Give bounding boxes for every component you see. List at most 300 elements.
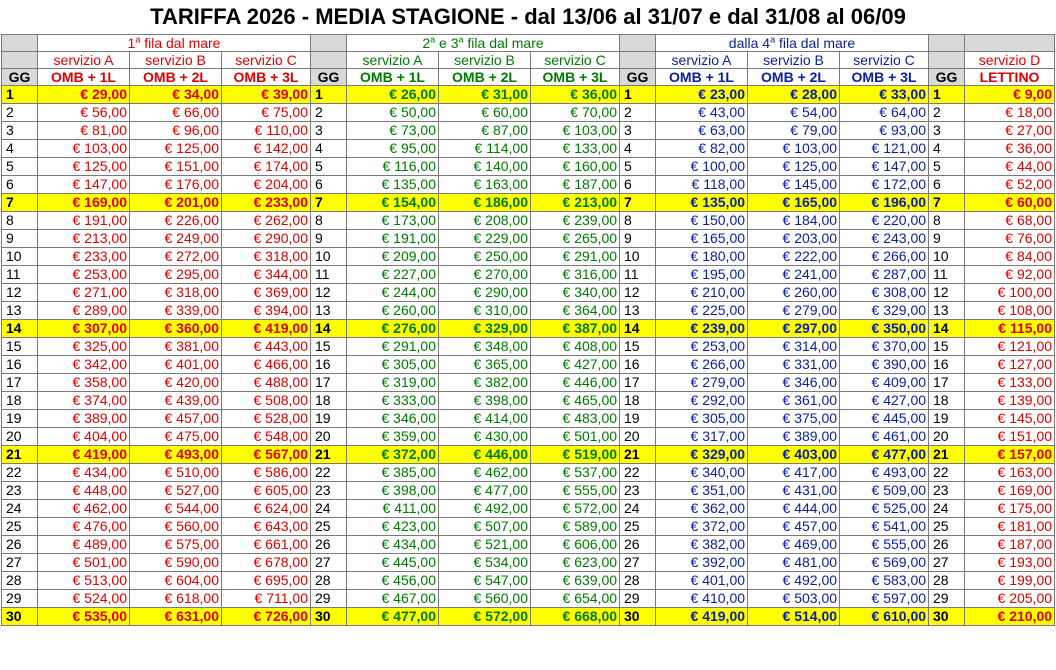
day-cell: 20 — [620, 428, 656, 446]
price-cell: € 507,00 — [439, 518, 531, 536]
price-cell: € 290,00 — [222, 230, 311, 248]
day-cell: 1 — [2, 86, 38, 104]
price-cell: € 110,00 — [222, 122, 311, 140]
price-cell: € 589,00 — [531, 518, 620, 536]
table-row — [2, 518, 1055, 536]
price-cell: € 36,00 — [965, 140, 1055, 158]
price-cell: € 191,00 — [38, 212, 130, 230]
price-cell: € 154,00 — [347, 194, 439, 212]
price-cell: € 524,00 — [38, 590, 130, 608]
price-cell: € 196,00 — [840, 194, 929, 212]
day-cell: 14 — [620, 320, 656, 338]
day-cell: 28 — [620, 572, 656, 590]
price-cell: € 169,00 — [38, 194, 130, 212]
price-cell: € 213,00 — [531, 194, 620, 212]
price-cell: € 239,00 — [531, 212, 620, 230]
day-cell: 21 — [620, 446, 656, 464]
price-cell: € 350,00 — [840, 320, 929, 338]
package-label: OMB + 2L — [130, 69, 222, 86]
day-cell: 12 — [311, 284, 347, 302]
price-cell: € 87,00 — [439, 122, 531, 140]
price-cell: € 241,00 — [748, 266, 840, 284]
price-cell: € 290,00 — [439, 284, 531, 302]
price-cell: € 229,00 — [439, 230, 531, 248]
service-label: servizio C — [840, 52, 929, 69]
price-cell: € 369,00 — [222, 284, 311, 302]
price-cell: € 372,00 — [347, 446, 439, 464]
price-cell: € 333,00 — [347, 392, 439, 410]
price-cell: € 521,00 — [439, 536, 531, 554]
day-cell: 6 — [311, 176, 347, 194]
price-cell: € 95,00 — [347, 140, 439, 158]
day-cell: 7 — [929, 194, 965, 212]
price-cell: € 29,00 — [38, 86, 130, 104]
day-cell: 26 — [2, 536, 38, 554]
price-cell: € 408,00 — [531, 338, 620, 356]
price-cell: € 618,00 — [130, 590, 222, 608]
price-cell: € 249,00 — [130, 230, 222, 248]
day-cell: 2 — [2, 104, 38, 122]
table-row — [2, 284, 1055, 302]
price-cell: € 362,00 — [656, 500, 748, 518]
price-cell: € 606,00 — [531, 536, 620, 554]
price-cell: € 560,00 — [439, 590, 531, 608]
table-row — [2, 230, 1055, 248]
price-cell: € 139,00 — [965, 392, 1055, 410]
day-cell: 8 — [929, 212, 965, 230]
day-cell: 13 — [311, 302, 347, 320]
price-cell: € 39,00 — [222, 86, 311, 104]
day-cell: 10 — [2, 248, 38, 266]
price-cell: € 410,00 — [656, 590, 748, 608]
price-cell: € 60,00 — [439, 104, 531, 122]
table-row — [2, 176, 1055, 194]
day-cell: 11 — [2, 266, 38, 284]
price-cell: € 64,00 — [840, 104, 929, 122]
day-cell: 20 — [2, 428, 38, 446]
day-cell: 17 — [2, 374, 38, 392]
table-row — [2, 320, 1055, 338]
price-cell: € 208,00 — [439, 212, 531, 230]
day-cell: 14 — [2, 320, 38, 338]
price-cell: € 31,00 — [439, 86, 531, 104]
price-cell: € 477,00 — [439, 482, 531, 500]
price-cell: € 461,00 — [840, 428, 929, 446]
day-cell: 1 — [620, 86, 656, 104]
price-cell: € 444,00 — [748, 500, 840, 518]
day-cell: 6 — [620, 176, 656, 194]
price-cell: € 382,00 — [439, 374, 531, 392]
price-cell: € 100,00 — [965, 284, 1055, 302]
price-cell: € 443,00 — [222, 338, 311, 356]
price-cell: € 390,00 — [840, 356, 929, 374]
price-cell: € 115,00 — [965, 320, 1055, 338]
price-cell: € 125,00 — [38, 158, 130, 176]
price-cell: € 243,00 — [840, 230, 929, 248]
day-cell: 24 — [311, 500, 347, 518]
price-cell: € 121,00 — [965, 338, 1055, 356]
price-cell: € 316,00 — [531, 266, 620, 284]
day-cell: 3 — [2, 122, 38, 140]
day-cell: 27 — [2, 554, 38, 572]
price-cell: € 346,00 — [347, 410, 439, 428]
price-cell: € 163,00 — [965, 464, 1055, 482]
day-cell: 29 — [311, 590, 347, 608]
day-cell: 5 — [2, 158, 38, 176]
price-cell: € 150,00 — [656, 212, 748, 230]
day-cell: 22 — [311, 464, 347, 482]
price-cell: € 509,00 — [840, 482, 929, 500]
price-cell: € 340,00 — [531, 284, 620, 302]
price-cell: € 370,00 — [840, 338, 929, 356]
price-cell: € 374,00 — [38, 392, 130, 410]
price-cell: € 427,00 — [840, 392, 929, 410]
price-cell: € 372,00 — [656, 518, 748, 536]
price-cell: € 382,00 — [656, 536, 748, 554]
day-cell: 16 — [620, 356, 656, 374]
package-header-row — [2, 69, 1055, 86]
price-cell: € 493,00 — [840, 464, 929, 482]
price-cell: € 209,00 — [347, 248, 439, 266]
price-cell: € 222,00 — [748, 248, 840, 266]
table-row — [2, 140, 1055, 158]
day-cell: 23 — [620, 482, 656, 500]
price-cell: € 445,00 — [840, 410, 929, 428]
day-cell: 9 — [2, 230, 38, 248]
day-cell: 22 — [2, 464, 38, 482]
price-cell: € 317,00 — [656, 428, 748, 446]
price-cell: € 266,00 — [840, 248, 929, 266]
price-cell: € 52,00 — [965, 176, 1055, 194]
price-cell: € 501,00 — [38, 554, 130, 572]
table-row — [2, 392, 1055, 410]
price-cell: € 514,00 — [748, 608, 840, 626]
price-cell: € 342,00 — [38, 356, 130, 374]
price-cell: € 56,00 — [38, 104, 130, 122]
day-cell: 3 — [311, 122, 347, 140]
price-cell: € 488,00 — [222, 374, 311, 392]
price-cell: € 434,00 — [347, 536, 439, 554]
price-cell: € 493,00 — [130, 446, 222, 464]
price-cell: € 351,00 — [656, 482, 748, 500]
price-cell: € 319,00 — [347, 374, 439, 392]
day-cell: 6 — [929, 176, 965, 194]
day-cell: 21 — [311, 446, 347, 464]
price-cell: € 287,00 — [840, 266, 929, 284]
day-cell: 23 — [311, 482, 347, 500]
day-cell: 15 — [2, 338, 38, 356]
day-cell: 4 — [311, 140, 347, 158]
price-cell: € 160,00 — [531, 158, 620, 176]
day-cell: 13 — [620, 302, 656, 320]
day-cell: 1 — [311, 86, 347, 104]
price-cell: € 151,00 — [965, 428, 1055, 446]
price-cell: € 239,00 — [656, 320, 748, 338]
price-cell: € 597,00 — [840, 590, 929, 608]
price-cell: € 125,00 — [748, 158, 840, 176]
price-cell: € 253,00 — [656, 338, 748, 356]
package-label: OMB + 2L — [748, 69, 840, 86]
day-cell: 7 — [620, 194, 656, 212]
price-cell: € 348,00 — [439, 338, 531, 356]
price-cell: € 525,00 — [840, 500, 929, 518]
service-label: servizio C — [222, 52, 311, 69]
day-cell: 12 — [2, 284, 38, 302]
price-cell: € 307,00 — [38, 320, 130, 338]
day-cell: 26 — [620, 536, 656, 554]
price-cell: € 477,00 — [347, 608, 439, 626]
day-cell: 11 — [620, 266, 656, 284]
price-cell: € 314,00 — [748, 338, 840, 356]
price-cell: € 50,00 — [347, 104, 439, 122]
package-label: OMB + 1L — [347, 69, 439, 86]
price-cell: € 187,00 — [965, 536, 1055, 554]
price-cell: € 169,00 — [965, 482, 1055, 500]
price-cell: € 695,00 — [222, 572, 311, 590]
price-cell: € 534,00 — [439, 554, 531, 572]
price-cell: € 419,00 — [656, 608, 748, 626]
day-cell: 8 — [2, 212, 38, 230]
price-cell: € 127,00 — [965, 356, 1055, 374]
price-cell: € 68,00 — [965, 212, 1055, 230]
price-cell: € 233,00 — [222, 194, 311, 212]
price-cell: € 510,00 — [130, 464, 222, 482]
price-cell: € 172,00 — [840, 176, 929, 194]
day-cell: 1 — [929, 86, 965, 104]
day-cell: 23 — [929, 482, 965, 500]
price-cell: € 544,00 — [130, 500, 222, 518]
price-cell: € 555,00 — [531, 482, 620, 500]
day-cell: 21 — [2, 446, 38, 464]
price-cell: € 462,00 — [38, 500, 130, 518]
package-label: LETTINO — [965, 69, 1055, 86]
price-cell: € 508,00 — [222, 392, 311, 410]
price-cell: € 360,00 — [130, 320, 222, 338]
day-cell: 26 — [929, 536, 965, 554]
price-cell: € 121,00 — [840, 140, 929, 158]
price-cell: € 305,00 — [347, 356, 439, 374]
price-cell: € 605,00 — [222, 482, 311, 500]
price-cell: € 125,00 — [130, 140, 222, 158]
price-cell: € 118,00 — [656, 176, 748, 194]
price-cell: € 103,00 — [748, 140, 840, 158]
price-cell: € 414,00 — [439, 410, 531, 428]
day-cell: 27 — [620, 554, 656, 572]
day-cell: 25 — [2, 518, 38, 536]
price-cell: € 513,00 — [38, 572, 130, 590]
day-cell: 27 — [311, 554, 347, 572]
price-cell: € 560,00 — [130, 518, 222, 536]
price-cell: € 82,00 — [656, 140, 748, 158]
price-cell: € 492,00 — [439, 500, 531, 518]
group-header-row-4-plus: dalla 4$^a$ fila dal mare — [656, 35, 929, 52]
price-cell: € 419,00 — [38, 446, 130, 464]
price-cell: € 226,00 — [130, 212, 222, 230]
price-cell: € 359,00 — [347, 428, 439, 446]
price-cell: € 265,00 — [531, 230, 620, 248]
price-cell: € 446,00 — [439, 446, 531, 464]
day-cell: 19 — [2, 410, 38, 428]
service-label: servizio A — [38, 52, 130, 69]
day-cell: 12 — [929, 284, 965, 302]
day-cell: 23 — [2, 482, 38, 500]
day-cell: 14 — [311, 320, 347, 338]
price-cell: € 147,00 — [38, 176, 130, 194]
day-cell: 30 — [2, 608, 38, 626]
service-label: servizio B — [130, 52, 222, 69]
price-cell: € 575,00 — [130, 536, 222, 554]
price-cell: € 176,00 — [130, 176, 222, 194]
day-cell: 7 — [2, 194, 38, 212]
day-cell: 6 — [2, 176, 38, 194]
day-cell: 15 — [620, 338, 656, 356]
price-cell: € 308,00 — [840, 284, 929, 302]
table-row — [2, 302, 1055, 320]
price-cell: € 448,00 — [38, 482, 130, 500]
price-cell: € 244,00 — [347, 284, 439, 302]
price-cell: € 456,00 — [347, 572, 439, 590]
price-cell: € 103,00 — [531, 122, 620, 140]
price-cell: € 151,00 — [130, 158, 222, 176]
price-cell: € 133,00 — [531, 140, 620, 158]
price-cell: € 175,00 — [965, 500, 1055, 518]
price-cell: € 375,00 — [748, 410, 840, 428]
price-cell: € 430,00 — [439, 428, 531, 446]
price-cell: € 403,00 — [748, 446, 840, 464]
day-cell: 2 — [929, 104, 965, 122]
day-cell: 20 — [311, 428, 347, 446]
day-cell: 29 — [2, 590, 38, 608]
table-row — [2, 374, 1055, 392]
price-cell: € 81,00 — [38, 122, 130, 140]
price-cell: € 84,00 — [965, 248, 1055, 266]
price-cell: € 519,00 — [531, 446, 620, 464]
price-cell: € 331,00 — [748, 356, 840, 374]
price-cell: € 145,00 — [965, 410, 1055, 428]
day-cell: 27 — [929, 554, 965, 572]
price-cell: € 205,00 — [965, 590, 1055, 608]
price-cell: € 389,00 — [748, 428, 840, 446]
price-cell: € 535,00 — [38, 608, 130, 626]
price-cell: € 469,00 — [748, 536, 840, 554]
price-cell: € 174,00 — [222, 158, 311, 176]
price-cell: € 9,00 — [965, 86, 1055, 104]
price-cell: € 279,00 — [656, 374, 748, 392]
price-cell: € 60,00 — [965, 194, 1055, 212]
price-cell: € 583,00 — [840, 572, 929, 590]
price-cell: € 624,00 — [222, 500, 311, 518]
price-cell: € 711,00 — [222, 590, 311, 608]
day-cell: 25 — [311, 518, 347, 536]
day-cell: 22 — [929, 464, 965, 482]
day-cell: 20 — [929, 428, 965, 446]
page-title: TARIFFA 2026 - MEDIA STAGIONE - dal 13/06 al 31/07 e dal 31/08 al 06/09 — [150, 4, 906, 29]
price-cell: € 36,00 — [531, 86, 620, 104]
day-cell: 18 — [2, 392, 38, 410]
price-cell: € 204,00 — [222, 176, 311, 194]
price-cell: € 108,00 — [965, 302, 1055, 320]
price-cell: € 100,00 — [656, 158, 748, 176]
price-cell: € 213,00 — [38, 230, 130, 248]
gg-header: GG — [929, 69, 965, 86]
price-cell: € 427,00 — [531, 356, 620, 374]
day-cell: 10 — [311, 248, 347, 266]
day-cell: 15 — [929, 338, 965, 356]
price-cell: € 548,00 — [222, 428, 311, 446]
day-cell: 3 — [929, 122, 965, 140]
price-cell: € 210,00 — [965, 608, 1055, 626]
price-cell: € 329,00 — [656, 446, 748, 464]
price-cell: € 475,00 — [130, 428, 222, 446]
price-cell: € 181,00 — [965, 518, 1055, 536]
day-cell: 17 — [929, 374, 965, 392]
price-cell: € 266,00 — [656, 356, 748, 374]
price-cell: € 260,00 — [347, 302, 439, 320]
price-cell: € 34,00 — [130, 86, 222, 104]
price-cell: € 411,00 — [347, 500, 439, 518]
price-cell: € 489,00 — [38, 536, 130, 554]
price-cell: € 297,00 — [748, 320, 840, 338]
price-cell: € 381,00 — [130, 338, 222, 356]
price-cell: € 537,00 — [531, 464, 620, 482]
table-row — [2, 410, 1055, 428]
price-cell: € 541,00 — [840, 518, 929, 536]
gg-header: GG — [311, 69, 347, 86]
package-label: OMB + 1L — [656, 69, 748, 86]
price-cell: € 404,00 — [38, 428, 130, 446]
price-cell: € 654,00 — [531, 590, 620, 608]
service-label: servizio B — [439, 52, 531, 69]
day-cell: 16 — [2, 356, 38, 374]
price-cell: € 23,00 — [656, 86, 748, 104]
price-cell: € 220,00 — [840, 212, 929, 230]
price-cell: € 547,00 — [439, 572, 531, 590]
price-cell: € 272,00 — [130, 248, 222, 266]
day-cell: 4 — [2, 140, 38, 158]
price-cell: € 466,00 — [222, 356, 311, 374]
price-cell: € 431,00 — [748, 482, 840, 500]
day-cell: 28 — [2, 572, 38, 590]
price-cell: € 325,00 — [38, 338, 130, 356]
price-cell: € 135,00 — [347, 176, 439, 194]
price-cell: € 279,00 — [748, 302, 840, 320]
price-cell: € 93,00 — [840, 122, 929, 140]
price-cell: € 445,00 — [347, 554, 439, 572]
day-cell: 21 — [929, 446, 965, 464]
price-cell: € 501,00 — [531, 428, 620, 446]
price-cell: € 276,00 — [347, 320, 439, 338]
day-cell: 2 — [311, 104, 347, 122]
day-cell: 4 — [929, 140, 965, 158]
price-cell: € 44,00 — [965, 158, 1055, 176]
price-cell: € 260,00 — [748, 284, 840, 302]
day-cell: 25 — [620, 518, 656, 536]
table-row — [2, 536, 1055, 554]
price-cell: € 233,00 — [38, 248, 130, 266]
price-cell: € 140,00 — [439, 158, 531, 176]
price-cell: € 187,00 — [531, 176, 620, 194]
day-cell: 10 — [929, 248, 965, 266]
price-cell: € 165,00 — [748, 194, 840, 212]
price-cell: € 318,00 — [130, 284, 222, 302]
day-cell: 19 — [311, 410, 347, 428]
price-cell: € 186,00 — [439, 194, 531, 212]
price-cell: € 467,00 — [347, 590, 439, 608]
price-cell: € 201,00 — [130, 194, 222, 212]
day-cell: 8 — [311, 212, 347, 230]
price-cell: € 572,00 — [531, 500, 620, 518]
service-label: servizio C — [531, 52, 620, 69]
